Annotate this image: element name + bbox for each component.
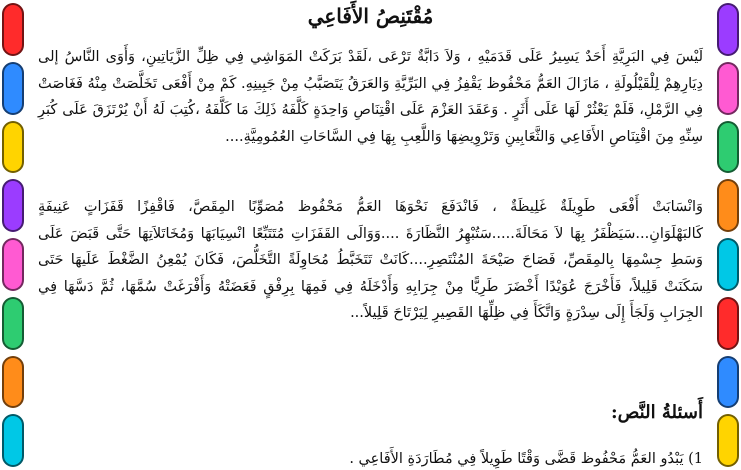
border-segment — [717, 297, 739, 350]
questions-heading: أَسئلةُ النَّص: — [610, 402, 703, 423]
border-segment — [2, 179, 24, 232]
border-segment — [2, 62, 24, 115]
border-segment — [717, 356, 739, 409]
border-segment — [2, 414, 24, 467]
border-segment — [717, 179, 739, 232]
border-segment — [717, 121, 739, 174]
border-segment — [717, 414, 739, 467]
document-page — [38, 0, 703, 470]
border-segment — [2, 238, 24, 291]
border-segment — [2, 297, 24, 350]
document-title: مُقْتَنِصُ الأَفَاعِي — [307, 4, 434, 28]
border-segment — [2, 356, 24, 409]
decorative-border-left — [0, 0, 26, 470]
border-segment — [717, 62, 739, 115]
paragraph-1: لَيْسَ فِي البَرِيَّةِ أَحَدٌ يَسِيرُ عَلَى قَدَمَيْهِ ، وَلاَ دَابَّةٌ تَرْعَى ،لَقَدْ بَرَكَتْ المَوَاشِي فِي ظِلِّ الزَّيَاتِينِ، وَأَوَى النَّاسُ إلى دِيَارِهِمْ لِلْقَيْلُولَةِ ، مَازَالَ العَمُّ مَحْفُوظ يَقْفِزُ فِي البَرِّيَّةِ وَالعَرَقُ يَتَصَبَّبُ مِنْ جَبِينِهِ. كَمْ مِنْ أَفْعَى تَخَلَّصَتْ مِنْهُ فَغَاصَتْ فِي الرَّمْلِ، فَلَمْ يَعْثُرْ لَهَا عَلَى أَثَرٍ . وَعَقَدَ العَزْمَ عَلَى اقْتِنَاصِ وَاحِدَةٍ كَلَّفَهُ ذَلِكَ مَا كَلَّفَهُ ،كُتِبَ لَهُ أَنْ يُرْتَزَقَ عَلَى كُبَرِ سِنِّهِ مِنَ اقْتِنَاصِ الأَفَاعِي وَالثَّعَابِينِ وَتَرْوِيضِهَا وَاللَّعِبِ بِهَا فِي السَّاحَاتِ العُمُومِيَّةِ.... — [38, 49, 703, 145]
decorative-border-right — [715, 0, 741, 470]
paragraph-2: وَانْسَابَتْ أَفْعَى طَوِيلَةٌ غَلِيظَةٌ ، فَانْدَفَعَ نَحْوَهَا العَمُّ مَحْفُوظ مُصَوِّبًا المِقَصَّ، فَاقْفِزًا قَفَزَاتٍ عَنِيفَةٍ كَالبَهْلَوَانِ...سَيَظْفَرُ بِهَا لاَ مَحَالَةَ.....سَتُبْهِرُ النَّظَارَةَ ....وَوَالَى القَفَزَاتِ مُتَتَبِّعًا انْسِيَابَهَا وَمُخَاتَلاَتِهَا حَتَّى قَبَضَ عَلَى وَسَطِ جِسْمِهَا بِالمِقَصِّ، فَصَاحَ صَيْحَةَ المُنْتَصِرِ....كَانَتْ تَتَخَبَّطُ مُحَاوِلَةً التَّخَلُّصَ، فَكَانَ يُمْعِنُ الضَّغْطَ عَلَيهَا حَتَى سَكَنَتْ قَلِيلاً، فَأَخْرَجَ عُوَيْدًا أَخْضَرَ طَرِيًّا مِنْ جِرَابِهِ وَأَدْخَلَهُ فِي فَمِهَا بِرِفْقٍ فَعَضَتْهُ وَأَفْرَغَتْ سُمَّهَا، ثُمَّ دَسَّهَا فِي الجِرَابِ وَلَجَأَ إِلَى سِدْرَةٍ وَاتَّكَأَ فِي ظِلِّهَا القَصِيرِ لِيَرْتَاحَ قَلِيلاً... — [38, 199, 703, 321]
border-segment — [2, 121, 24, 174]
border-segment — [717, 3, 739, 56]
question-1: 1) يَبْدُو العَمُّ مَحْفُوظ قَضَّى وَقْتًا طَوِيلاً فِي مُطَارَدَةِ الأَفَاعِي . — [349, 451, 703, 467]
border-segment — [2, 3, 24, 56]
border-segment — [717, 238, 739, 291]
